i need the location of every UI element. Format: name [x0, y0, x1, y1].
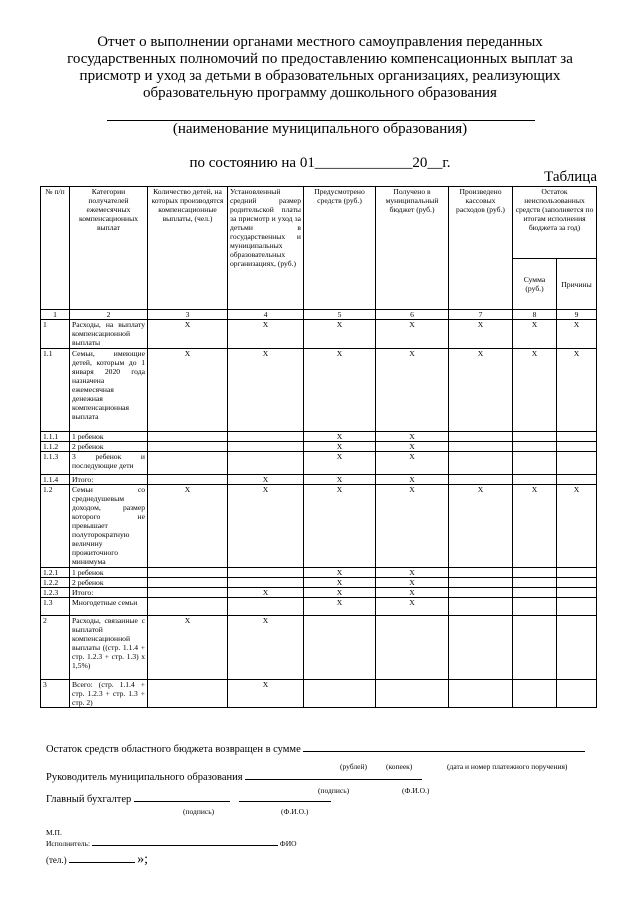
accountant-sign-caption: (подпись): [183, 807, 215, 816]
row-cell: X: [148, 485, 228, 568]
row-cell: [513, 598, 557, 616]
fio-label: ФИО: [279, 839, 297, 848]
row-number: 1.1.1: [41, 432, 70, 442]
row-category: 1 ребенок: [70, 432, 148, 442]
row-cell: X: [304, 452, 376, 475]
row-cell: [557, 578, 597, 588]
row-cell: X: [228, 485, 304, 568]
column-numbers-row: [41, 310, 597, 320]
row-category: Расходы, на выплату компенсационной выплаты: [70, 320, 148, 349]
row-cell: X: [449, 485, 513, 568]
row-cell: X: [304, 432, 376, 442]
column-number: 4: [228, 310, 304, 320]
executor-label: Исполнитель:: [46, 839, 91, 848]
row-cell: [513, 588, 557, 598]
header-sum: Сумма (руб.): [513, 259, 557, 310]
accountant-fio-field[interactable]: [239, 801, 331, 802]
table-row: [41, 568, 597, 578]
row-category: 2 ребенок: [70, 442, 148, 452]
row-cell: X: [376, 442, 449, 452]
row-cell: X: [513, 320, 557, 349]
row-cell: X: [304, 588, 376, 598]
header-planned: Предусмотрено средств (руб.): [304, 187, 376, 310]
head-fio-caption: (Ф.И.О.): [402, 786, 430, 795]
payment-caption: (дата и номер платежного поручения): [447, 762, 568, 771]
row-cell: [449, 452, 513, 475]
table-row: [41, 432, 597, 442]
row-cell: X: [148, 616, 228, 680]
row-cell: [557, 475, 597, 485]
row-cell: X: [557, 349, 597, 432]
table-row: [41, 442, 597, 452]
remainder-text: Остаток средств областного бюджета возвращен в сумме: [46, 744, 301, 755]
row-category: Всего: (стр. 1.1.4 + стр. 1.2.3 + стр. 1.3 + стр. 2): [70, 680, 148, 708]
executor-field[interactable]: [92, 845, 278, 846]
row-cell: [513, 432, 557, 442]
row-cell: [228, 598, 304, 616]
row-cell: X: [557, 320, 597, 349]
row-cell: [304, 680, 376, 708]
row-cell: X: [304, 578, 376, 588]
title-line: присмотр и уход за детьми в образовательных организациях, реализующих: [79, 68, 561, 84]
column-number: 9: [557, 310, 597, 320]
row-category: Семьи со среднедушевым доходом, размер которого не превышает полуторократную величину прожиточного минимума: [70, 485, 148, 568]
row-cell: X: [228, 616, 304, 680]
row-cell: X: [228, 588, 304, 598]
row-cell: X: [376, 349, 449, 432]
row-cell: [376, 616, 449, 680]
row-cell: X: [304, 475, 376, 485]
row-cell: X: [228, 349, 304, 432]
row-cell: [513, 616, 557, 680]
row-category: Итого:: [70, 475, 148, 485]
table-label: Таблица: [544, 169, 597, 185]
header-children-count: Количество детей, на которых производятся компенсационные выплаты, (чел.): [148, 187, 228, 310]
row-category: 3 ребенок и последующие дети: [70, 452, 148, 475]
table-row: [41, 578, 597, 588]
tel-field[interactable]: [69, 862, 135, 863]
row-cell: [148, 442, 228, 452]
row-number: 1.3: [41, 598, 70, 616]
title-line: образовательную программу дошкольного образования: [143, 85, 497, 101]
header-received: Получено в муниципальный бюджет (руб.): [376, 187, 449, 310]
title-line: Отчет о выполнении органами местного самоуправления переданных: [97, 34, 543, 50]
row-number: 1.2.3: [41, 588, 70, 598]
row-cell: X: [376, 475, 449, 485]
row-category: 1 ребенок: [70, 568, 148, 578]
row-number: 1.2.2: [41, 578, 70, 588]
column-number: 2: [70, 310, 148, 320]
report-table: [40, 186, 597, 708]
row-cell: [449, 432, 513, 442]
row-cell: [148, 598, 228, 616]
row-cell: [228, 432, 304, 442]
row-cell: [228, 442, 304, 452]
rub-caption: (рублей): [340, 762, 368, 771]
row-cell: [148, 588, 228, 598]
stamp-place: М.П.: [46, 828, 62, 837]
row-cell: X: [228, 475, 304, 485]
row-cell: X: [449, 320, 513, 349]
row-number: 1.1.3: [41, 452, 70, 475]
row-number: 1.2.1: [41, 568, 70, 578]
row-cell: X: [376, 598, 449, 616]
row-cell: X: [304, 485, 376, 568]
accountant-sign-field[interactable]: [134, 801, 230, 802]
accountant-text: Главный бухгалтер: [46, 794, 132, 805]
row-cell: X: [513, 349, 557, 432]
accountant-fio-caption: (Ф.И.О.): [281, 807, 309, 816]
row-cell: [228, 452, 304, 475]
header-avg-fee: Установленный средний размер родительской платы за присмотр и уход за детьми в государственных и муниципальных образовательных организациях, (руб.): [228, 187, 304, 310]
column-number: 5: [304, 310, 376, 320]
row-cell: [513, 680, 557, 708]
closing-quote: »;: [137, 852, 149, 867]
row-cell: [557, 452, 597, 475]
row-cell: [557, 616, 597, 680]
row-cell: [449, 680, 513, 708]
row-cell: [513, 578, 557, 588]
row-cell: [557, 568, 597, 578]
row-cell: [449, 578, 513, 588]
row-category: 2 ребенок: [70, 578, 148, 588]
row-number: 2: [41, 616, 70, 680]
row-cell: [148, 568, 228, 578]
row-cell: [148, 432, 228, 442]
row-cell: X: [376, 432, 449, 442]
head-text: Руководитель муниципального образования: [46, 772, 243, 783]
table-row: [41, 588, 597, 598]
row-number: 1.2: [41, 485, 70, 568]
row-cell: X: [376, 588, 449, 598]
table-row: [41, 680, 597, 708]
row-number: 3: [41, 680, 70, 708]
header-remainder: Остаток неиспользованных средств (заполняется по итогам исполнения бюджета за год): [513, 187, 597, 259]
row-cell: X: [148, 349, 228, 432]
row-cell: X: [376, 568, 449, 578]
row-cell: X: [376, 452, 449, 475]
row-cell: X: [148, 320, 228, 349]
row-cell: [148, 475, 228, 485]
table-row: [41, 320, 597, 349]
row-cell: [228, 578, 304, 588]
row-cell: X: [376, 485, 449, 568]
row-cell: X: [304, 349, 376, 432]
report-title: [60, 34, 580, 102]
row-number: 1.1.4: [41, 475, 70, 485]
row-cell: [449, 568, 513, 578]
row-cell: X: [304, 598, 376, 616]
row-cell: X: [376, 320, 449, 349]
header-cash-expenses: Произведено кассовых расходов (руб.): [449, 187, 513, 310]
row-cell: X: [228, 680, 304, 708]
table-row: [41, 616, 597, 680]
table-row: [41, 598, 597, 616]
row-cell: [449, 588, 513, 598]
row-cell: [376, 680, 449, 708]
header-reasons: Причины: [557, 259, 597, 310]
row-cell: [557, 680, 597, 708]
table-row: [41, 485, 597, 568]
header-num: № п/п: [41, 187, 70, 310]
row-category: Многодетные семьи: [70, 598, 148, 616]
header-category: Категории получателей ежемесячных компенсационных выплат: [70, 187, 148, 310]
title-line: государственных полномочий по предоставлению компенсационных выплат за: [67, 51, 573, 67]
row-cell: [148, 680, 228, 708]
row-number: 1.1.2: [41, 442, 70, 452]
head-sign-caption: (подпись): [318, 786, 350, 795]
head-sign-field[interactable]: [245, 779, 422, 780]
row-cell: [148, 452, 228, 475]
row-cell: [557, 432, 597, 442]
row-cell: X: [304, 320, 376, 349]
row-number: 1: [41, 320, 70, 349]
column-number: 7: [449, 310, 513, 320]
row-cell: [148, 578, 228, 588]
row-cell: X: [376, 578, 449, 588]
column-number: 3: [148, 310, 228, 320]
date-line: по состоянию на 01_____________20__г.: [189, 155, 451, 171]
row-cell: [513, 475, 557, 485]
column-number: 6: [376, 310, 449, 320]
row-cell: X: [557, 485, 597, 568]
row-category: Семьи, имеющие детей, которым до 1 января 2020 года назначена ежемесячная денежная компенсационная выплата: [70, 349, 148, 432]
tel-label: (тел.): [46, 855, 67, 865]
row-cell: [513, 442, 557, 452]
table-row: [41, 475, 597, 485]
row-cell: [557, 588, 597, 598]
row-cell: X: [228, 320, 304, 349]
column-number: 8: [513, 310, 557, 320]
row-cell: [228, 568, 304, 578]
row-cell: [513, 568, 557, 578]
row-cell: [449, 616, 513, 680]
column-number: 1: [41, 310, 70, 320]
row-cell: [304, 616, 376, 680]
row-cell: [449, 475, 513, 485]
remainder-amount-field[interactable]: [303, 751, 585, 752]
municipality-caption: (наименование муниципального образования): [172, 121, 468, 137]
row-category: Расходы, связанные с выплатой компенсационной выплаты ((стр. 1.1.4 + стр. 1.2.3 + стр. 1.3) х 1,5%): [70, 616, 148, 680]
row-cell: [557, 442, 597, 452]
row-cell: X: [513, 485, 557, 568]
table-row: [41, 452, 597, 475]
row-cell: X: [304, 442, 376, 452]
row-cell: X: [304, 568, 376, 578]
row-cell: [513, 452, 557, 475]
row-cell: [449, 442, 513, 452]
kop-caption: (копеек): [386, 762, 413, 771]
row-category: Итого:: [70, 588, 148, 598]
table-row: [41, 349, 597, 432]
row-cell: [557, 598, 597, 616]
row-cell: [449, 598, 513, 616]
row-cell: X: [449, 349, 513, 432]
row-number: 1.1: [41, 349, 70, 432]
